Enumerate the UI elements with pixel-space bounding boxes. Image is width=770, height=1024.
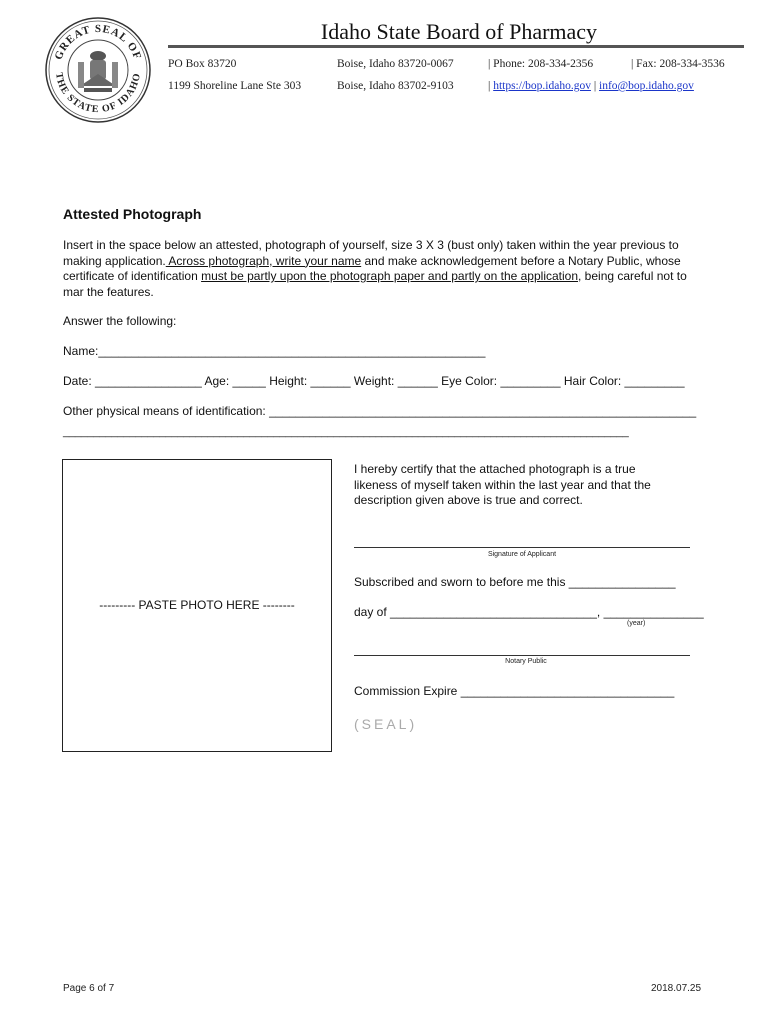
answer-prompt: Answer the following:: [63, 314, 177, 328]
certification-text: [354, 462, 651, 509]
website-link[interactable]: https://bop.idaho.gov: [493, 80, 591, 92]
day-of-field[interactable]: day of _______________________________, _______________: [354, 605, 704, 619]
page-title: Idaho State Board of Pharmacy: [320, 19, 598, 44]
subscribed-sworn-field[interactable]: Subscribed and sworn to before me this ________________: [354, 575, 676, 589]
instructions: [63, 238, 687, 300]
name-field[interactable]: Name:__________________________________________________________: [63, 344, 486, 358]
certification-line: description given above is true and correct.: [354, 493, 583, 507]
certification-line: likeness of myself taken within the last year and that the: [354, 477, 651, 492]
year-caption: (year): [627, 620, 646, 627]
email-link[interactable]: info@bop.idaho.gov: [599, 80, 694, 92]
instructions-underlined-text: must be partly upon the photograph paper and partly on the application: [201, 269, 579, 283]
applicant-signature-line[interactable]: [354, 547, 690, 548]
notary-signature-line[interactable]: [354, 655, 690, 656]
other-identification-field[interactable]: Other physical means of identification: ________________________________________________________________: [63, 404, 697, 418]
fax-number: | Fax: 208-334-3536: [631, 58, 725, 70]
other-identification-field-line-2[interactable]: ______________________________________________________________________________________________: [63, 426, 629, 438]
address-line-1: PO Box 83720: [168, 58, 237, 70]
details-fields[interactable]: Date: ________________ Age: _____ Height: ______ Weight: ______ Eye Color: _________ Hair Color: _________: [63, 374, 685, 388]
instructions-line: [63, 269, 687, 285]
section-title: Attested Photograph: [63, 206, 202, 222]
instructions-text: making application.: [63, 253, 166, 268]
instructions-line: mar the features.: [63, 284, 154, 299]
phone-number: | Phone: 208-334-2356: [488, 58, 594, 70]
instructions-line: Insert in the space below an attested, photograph of yourself, size 3 X 3 (bust only) taken within the year previous to: [63, 238, 679, 252]
great-seal-of-idaho-logo: [44, 16, 152, 124]
instructions-text: certificate of identification: [63, 269, 202, 283]
instructions-line: [63, 254, 687, 270]
address-line-2: 1199 Shoreline Lane Ste 303: [168, 80, 302, 92]
paste-photo-label: --------- PASTE PHOTO HERE --------: [99, 598, 295, 612]
city-line-2: Boise, Idaho 83702-9103: [337, 80, 454, 92]
commission-expire-field[interactable]: Commission Expire ________________________________: [354, 684, 675, 698]
instructions-text: , being careful not to: [578, 269, 687, 283]
instructions-text: and make acknowledgement before a Notary Public, whose: [361, 253, 681, 268]
signature-caption: Signature of Applicant: [487, 551, 557, 558]
city-line-1: Boise, Idaho 83720-0067: [337, 58, 454, 70]
header-divider: [168, 45, 744, 48]
seal-text-bottom: THE STATE OF IDAHO: [52, 71, 144, 116]
certification-line: I hereby certify that the attached photograph is a true: [354, 462, 636, 476]
seal-text-top: GREAT SEAL OF: [52, 22, 144, 62]
notary-caption: Notary Public: [505, 658, 547, 665]
seal-placeholder: (SEAL): [354, 716, 418, 732]
revision-date: 2018.07.25: [651, 983, 702, 994]
separator: |: [488, 80, 491, 92]
separator: |: [593, 80, 597, 92]
page-number: Page 6 of 7: [63, 983, 115, 994]
instructions-underlined-text: Across photograph, write your name: [165, 253, 362, 268]
